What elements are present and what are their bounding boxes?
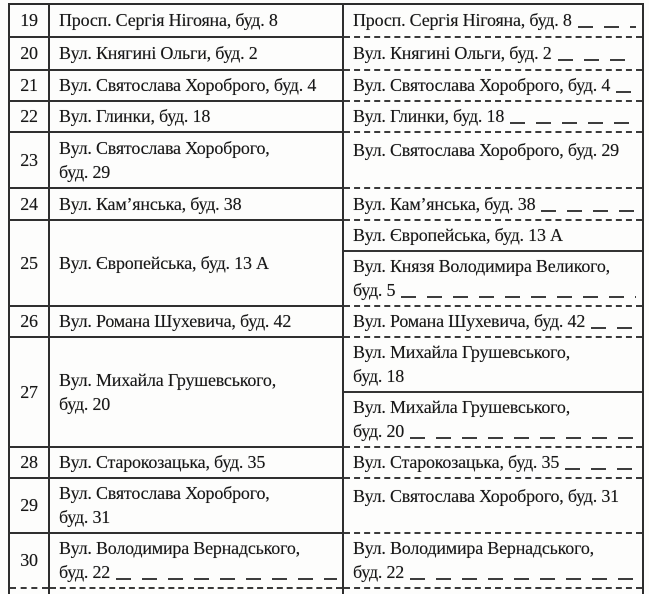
address-text: Вул. Глинки, буд. 18	[59, 106, 211, 126]
empty-cell	[49, 588, 343, 594]
address-text: Вул. Князя Володимира Великого,	[353, 256, 610, 276]
address-line	[59, 104, 338, 128]
row-number: 26	[20, 311, 38, 331]
address-text: Вул. Глинки, буд. 18	[353, 106, 505, 126]
row-number: 19	[20, 10, 38, 30]
row-number-cell	[9, 37, 49, 70]
address-cell-right	[343, 37, 643, 70]
address-text: Просп. Сергія Нігояна, буд. 8	[59, 10, 278, 30]
address-text: буд. 18	[353, 366, 405, 386]
address-text: Вул. Європейська, буд. 13 А	[59, 252, 269, 273]
address-line	[59, 192, 338, 216]
address-text: буд. 29	[59, 161, 111, 182]
sub-cell	[344, 221, 642, 250]
empty-cell	[9, 588, 49, 594]
baseline-rule	[541, 210, 636, 212]
row-number-cell	[9, 306, 49, 337]
address-line	[353, 419, 637, 443]
address-line	[59, 160, 338, 184]
address-text: буд. 5	[353, 280, 396, 300]
address-line	[353, 450, 637, 474]
address-cell-left	[49, 37, 343, 70]
address-cell-left	[49, 132, 343, 188]
address-text: Вул. Романа Шухевича, буд. 42	[59, 311, 292, 331]
table-row	[9, 306, 643, 337]
address-cell-left	[49, 478, 343, 533]
address-line	[353, 138, 637, 162]
address-cell-right	[343, 188, 643, 220]
address-line	[59, 136, 338, 160]
address-line	[59, 8, 338, 32]
row-number: 24	[20, 193, 38, 214]
baseline-rule	[565, 468, 636, 470]
address-text: Вул. Михайла Грушевського,	[353, 397, 570, 417]
address-line	[353, 254, 637, 278]
address-cell-right	[343, 220, 643, 306]
sub-cell-group	[344, 338, 642, 446]
address-cell-right	[343, 4, 643, 37]
row-number: 25	[20, 252, 38, 273]
table-row	[9, 220, 643, 306]
baseline-rule	[510, 122, 636, 124]
row-number-cell	[9, 132, 49, 188]
baseline-rule	[410, 437, 636, 439]
address-text: Просп. Сергія Нігояна, буд. 8	[353, 10, 572, 30]
address-text: Вул. Володимира Вернадського,	[353, 538, 594, 558]
address-cell-left	[49, 447, 343, 478]
address-text: Вул. Михайла Грушевського,	[59, 369, 276, 390]
table-row	[9, 37, 643, 70]
address-line	[353, 395, 637, 419]
address-text: Вул. Кам’янська, буд. 38	[59, 193, 242, 214]
address-line	[59, 450, 338, 474]
row-number: 27	[20, 381, 38, 402]
table-row	[9, 101, 643, 132]
row-number-cell	[9, 478, 49, 533]
address-line	[353, 41, 637, 65]
address-line	[59, 368, 338, 392]
address-text: Вул. Святослава Хороброго, буд. 4	[59, 75, 317, 95]
address-text: Вул. Святослава Хороброго,	[59, 137, 270, 158]
address-cell-left	[49, 337, 343, 447]
address-line	[353, 278, 637, 302]
address-cell-right	[343, 101, 643, 132]
row-number: 28	[20, 452, 38, 472]
row-number-cell	[9, 101, 49, 132]
table-row	[9, 132, 643, 188]
address-cell-left	[49, 101, 343, 132]
address-line	[59, 560, 338, 584]
address-text: буд. 20	[59, 393, 111, 414]
address-text: буд. 31	[59, 507, 111, 527]
baseline-rule	[578, 26, 636, 28]
address-cell-right	[343, 132, 643, 188]
table-row	[9, 188, 643, 220]
address-table-body	[9, 4, 643, 594]
row-number: 29	[20, 495, 38, 515]
address-line	[59, 481, 338, 505]
address-cell-right	[343, 337, 643, 447]
address-line	[353, 73, 637, 97]
address-line	[353, 104, 637, 128]
table-row-partial	[9, 588, 643, 594]
address-line	[59, 536, 338, 560]
address-text: Вул. Романа Шухевича, буд. 42	[353, 311, 586, 331]
address-cell-right	[343, 70, 643, 101]
address-text: Вул. Святослава Хороброго, буд. 4	[353, 75, 611, 95]
table-row	[9, 70, 643, 101]
row-number-cell	[9, 70, 49, 101]
address-line	[353, 536, 637, 560]
address-text: Вул. Європейська, буд. 13 А	[353, 225, 563, 245]
address-text: Вул. Михайла Грушевського,	[353, 342, 570, 362]
address-cell-left	[49, 220, 343, 306]
address-line	[353, 309, 637, 333]
row-number: 30	[20, 550, 38, 570]
row-number-cell	[9, 220, 49, 306]
address-text: Вул. Старокозацька, буд. 35	[353, 452, 560, 472]
address-line	[59, 505, 338, 529]
baseline-rule	[616, 91, 636, 93]
address-text: Вул. Княгині Ольги, буд. 2	[59, 43, 258, 63]
address-line	[353, 560, 637, 584]
table-row	[9, 4, 643, 37]
address-cell-left	[49, 4, 343, 37]
row-number: 22	[20, 106, 38, 126]
row-number: 23	[20, 149, 38, 170]
row-number-cell	[9, 337, 49, 447]
empty-cell	[343, 588, 643, 594]
table-row	[9, 337, 643, 447]
address-text: Вул. Святослава Хороброго, буд. 31	[353, 486, 619, 506]
address-line	[353, 223, 637, 247]
address-text: буд. 22	[353, 562, 405, 582]
sub-cell-group	[344, 221, 642, 305]
baseline-rule	[558, 59, 636, 61]
address-line	[353, 484, 637, 508]
address-line	[59, 41, 338, 65]
address-text: Вул. Кам’янська, буд. 38	[353, 193, 536, 214]
address-text: Вул. Святослава Хороброго, буд. 29	[353, 140, 619, 160]
address-line	[59, 309, 338, 333]
row-number: 21	[20, 75, 38, 95]
address-line	[59, 392, 338, 416]
address-line	[353, 8, 637, 32]
address-text: Вул. Володимира Вернадського,	[59, 538, 300, 558]
address-text: буд. 20	[353, 421, 405, 441]
address-text: буд. 22	[59, 562, 111, 582]
baseline-rule	[401, 296, 636, 298]
address-cell-left	[49, 70, 343, 101]
row-number-cell	[9, 4, 49, 37]
address-text: Вул. Старокозацька, буд. 35	[59, 452, 266, 472]
row-number-cell	[9, 447, 49, 478]
baseline-rule	[591, 327, 636, 329]
row-number-cell	[9, 188, 49, 220]
address-cell-left	[49, 188, 343, 220]
address-line	[353, 364, 637, 388]
row-number: 20	[20, 43, 38, 63]
table-row	[9, 478, 643, 533]
address-text: Вул. Княгині Ольги, буд. 2	[353, 43, 552, 63]
address-cell-right	[343, 447, 643, 478]
address-line	[59, 251, 338, 275]
address-line	[353, 192, 637, 216]
address-line	[59, 73, 338, 97]
address-line	[353, 340, 637, 364]
address-cell-right	[343, 478, 643, 533]
sub-cell	[344, 391, 642, 446]
address-cell-left	[49, 306, 343, 337]
address-table	[8, 3, 644, 594]
address-text: Вул. Святослава Хороброго,	[59, 483, 270, 503]
table-row	[9, 447, 643, 478]
sub-cell	[344, 338, 642, 391]
sub-cell	[344, 250, 642, 305]
address-cell-right	[343, 306, 643, 337]
